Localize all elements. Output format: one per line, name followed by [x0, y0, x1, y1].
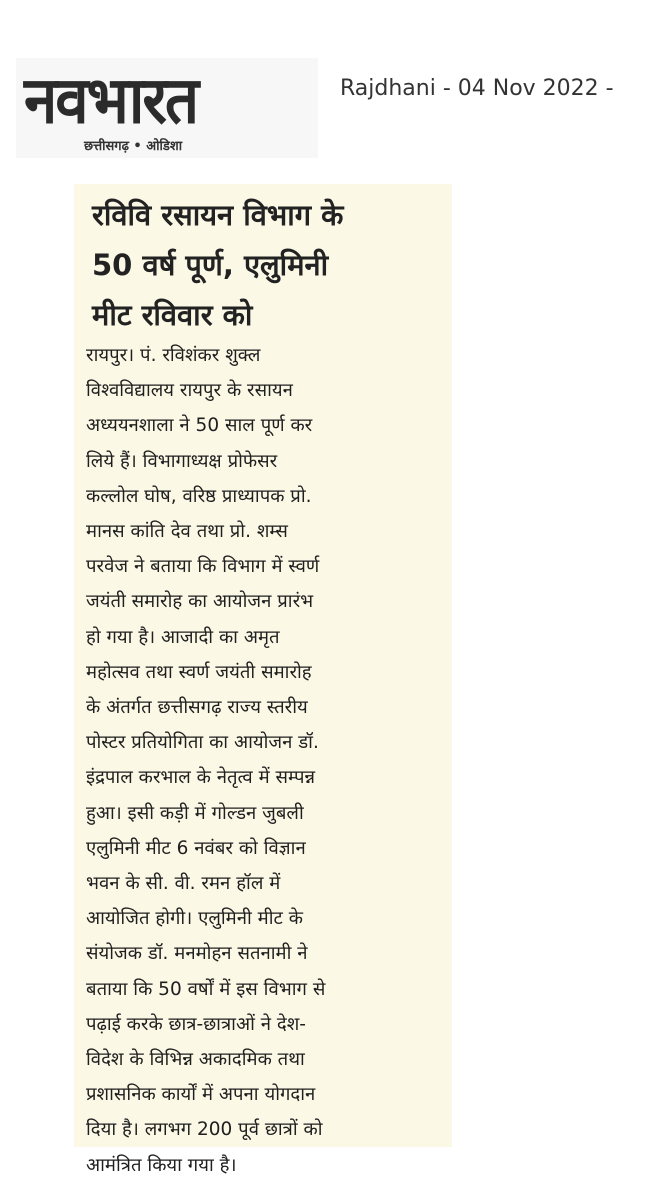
edition-dateline: Rajdhani - 04 Nov 2022 - — [340, 76, 614, 101]
body-line: दिया है। लगभग 200 पूर्व छात्रों को — [86, 1119, 323, 1141]
body-line: विश्वविद्यालय रायपुर के रसायन — [86, 380, 293, 402]
body-line: आयोजित होगी। एलुमिनी मीट के — [86, 908, 303, 930]
body-line: कल्लोल घोष, वरिष्ठ प्राध्यापक प्रो. — [86, 485, 312, 507]
headline-line: रविवि रसायन विभाग के — [92, 198, 344, 232]
body-line: महोत्सव तथा स्वर्ण जयंती समारोह — [86, 661, 312, 683]
body-line: भवन के सी. वी. रमन हॉल में — [86, 873, 281, 895]
body-line: आमंत्रित किया गया है। — [86, 1154, 237, 1176]
body-line: अध्ययनशाला ने 50 साल पूर्ण कर — [86, 415, 313, 437]
body-line: परवेज ने बताया कि विभाग में स्वर्ण — [86, 556, 320, 578]
body-line: मानस कांति देव तथा प्रो. शम्स — [86, 521, 288, 543]
body-line: इंद्रपाल करभाल के नेतृत्व में सम्पन्न — [86, 767, 316, 789]
article-headline — [92, 190, 442, 340]
body-line: संयोजक डॉ. मनमोहन सतनामी ने — [86, 943, 308, 965]
newspaper-logo: नवभारत — [24, 63, 198, 139]
headline-line: मीट रविवार को — [92, 298, 253, 332]
article-body — [86, 338, 448, 1183]
body-line: हुआ। इसी कड़ी में गोल्डन जुबली — [86, 802, 304, 824]
body-line: लिये हैं। विभागाध्यक्ष प्रोफेसर — [86, 450, 278, 472]
body-line: के अंतर्गत छत्तीसगढ़ राज्य स्तरीय — [86, 697, 308, 719]
body-line: पोस्टर प्रतियोगिता का आयोजन डॉ. — [86, 732, 319, 754]
headline-line: 50 वर्ष पूर्ण, एलुमिनी — [92, 248, 329, 282]
body-line: जयंती समारोह का आयोजन प्रारंभ — [86, 591, 314, 613]
logo-subtitle: छत्तीसगढ़ • ओडिशा — [84, 139, 183, 154]
body-line: हो गया है। आजादी का अमृत — [86, 626, 280, 648]
body-line: रायपुर। पं. रविशंकर शुक्ल — [86, 345, 261, 366]
body-line: एलुमिनी मीट 6 नवंबर को विज्ञान — [86, 837, 306, 859]
body-line: प्रशासनिक कार्यों में अपना योगदान — [86, 1084, 316, 1106]
body-line: विदेश के विभिन्न अकादमिक तथा — [86, 1049, 305, 1071]
body-line: पढ़ाई करके छात्र-छात्राओं ने देश- — [86, 1013, 306, 1035]
body-line: बताया कि 50 वर्षों में इस विभाग से — [86, 978, 326, 1000]
